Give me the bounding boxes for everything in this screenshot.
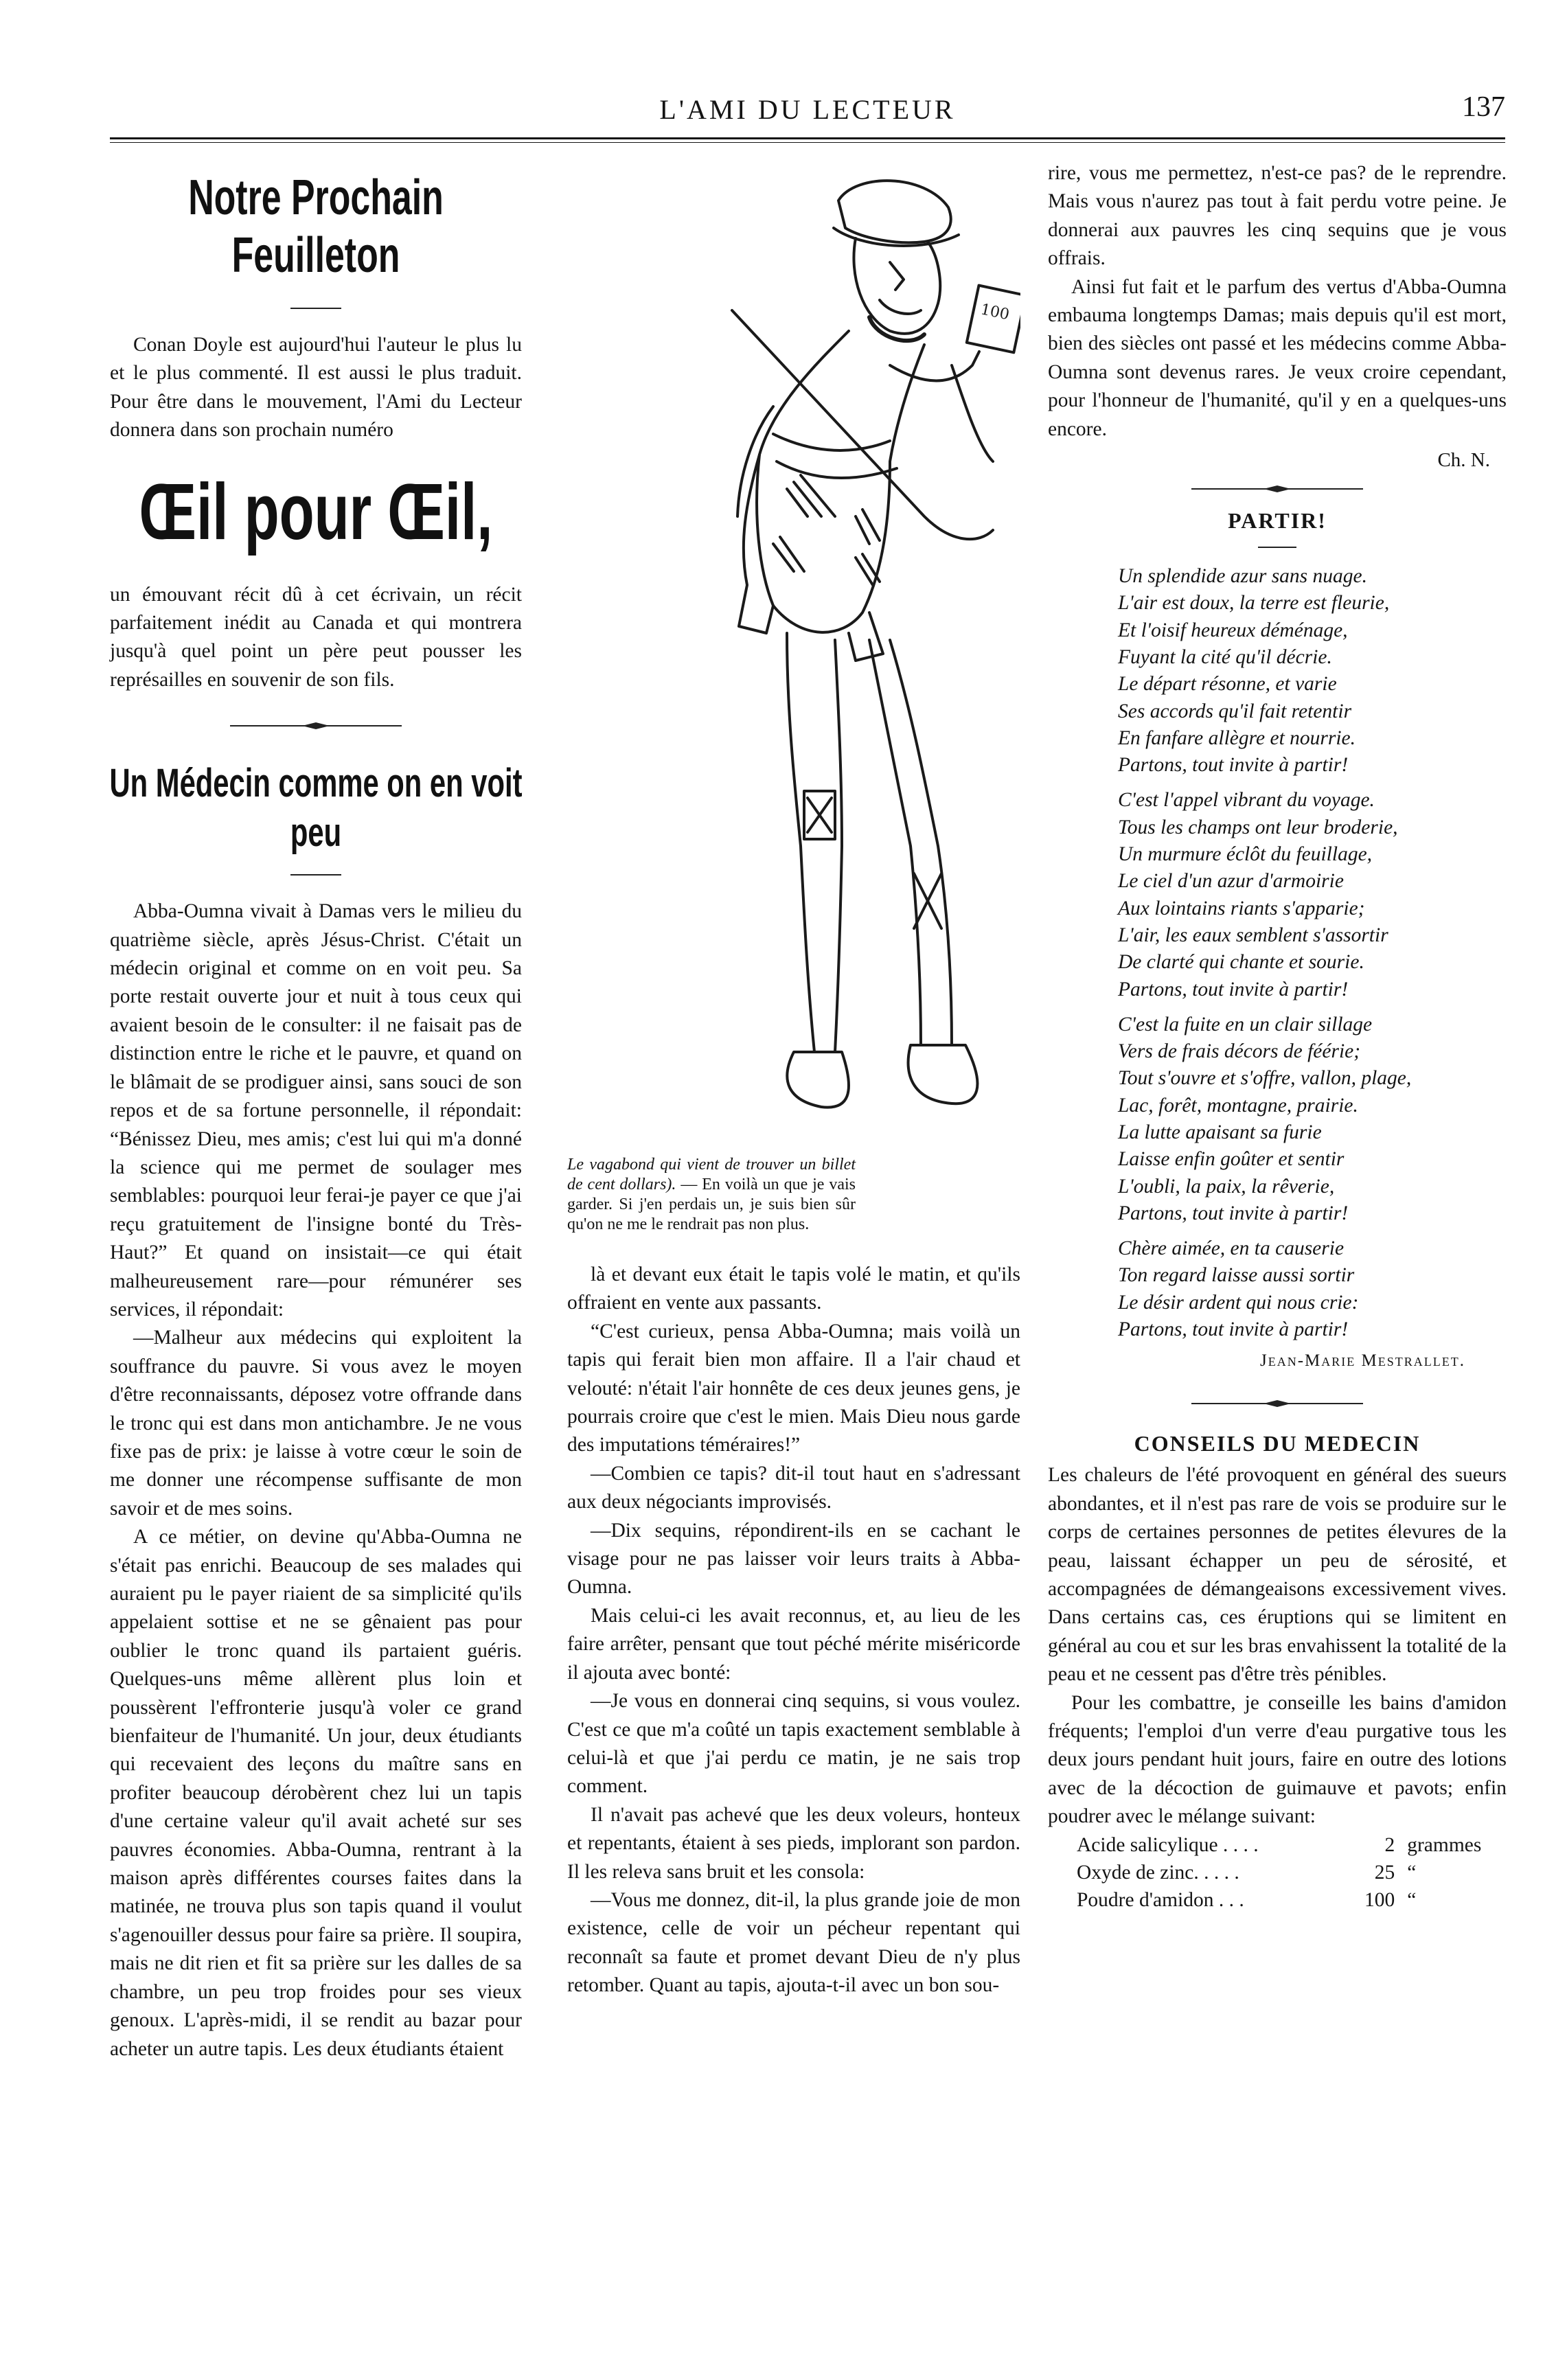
story-paragraph: Il n'avait pas achevé que les deux voleurs, honteux et repentants, étaient à ses pieds, implorant son pardon. Il les releva sans bruit et les consola: bbox=[567, 1803, 1020, 1883]
caption-text: — En voilà un que je vais garder. Si j'en perdais un, je suis bien sûr qu'on ne me le rendrait pas non plus. bbox=[567, 1176, 856, 1233]
ornamental-rule bbox=[230, 720, 402, 731]
poem-line: Le ciel d'un azur d'armoirie bbox=[1118, 870, 1344, 893]
poem-line: Partons, tout invite à partir! bbox=[1118, 978, 1349, 1000]
short-rule bbox=[1258, 547, 1296, 548]
page-number: 137 bbox=[1462, 91, 1505, 123]
svg-text:100: 100 bbox=[979, 301, 1011, 324]
novel-text: un émouvant récit dû à cet écrivain, un récit parfaitement inédit au Canada et qui montrera jusqu'à quel point un père peut pousser les représailles en souvenir de son fils. bbox=[110, 583, 522, 691]
story-paragraph: —Je vous en donnerai cinq sequins, si vous voulez. C'est ce que m'a coûté un tapis exactement semblable à celui-là et que j'ai perdu ce matin, je ne sais trop comment. bbox=[567, 1690, 1020, 1798]
recipe-list bbox=[1077, 1831, 1507, 1914]
story-heading: Un Médecin comme on en voit peu bbox=[109, 761, 523, 856]
poem-line: Aux lointains riants s'apparie; bbox=[1118, 897, 1365, 919]
column-3 bbox=[1048, 159, 1507, 1914]
poem-line: Chère aimée, en ta causerie bbox=[1118, 1237, 1345, 1260]
story-paragraph: —Vous me donnez, dit-il, la plus grande joie de mon existence, celle de voir un pécheur repentant qui reconnaît sa faute et promet devant Dieu de n'y plus retomber. Quant au tapis, ajouta-t-il avec un bon sou- bbox=[567, 1888, 1020, 1997]
story-paragraph: Abba-Oumna vivait à Damas vers le milieu du quatrième siècle, après Jésus-Christ. C'était un médecin original et comme on en voit peu. Sa porte restait ouverte jour et nuit à tous ceux qui avaient besoin de le consulter: il ne faisait pas de distinction entre le riche et le pauvre, et quand on le blâmait de se prodiguer ainsi, sans souci de son repos et de sa fortune personnelle, il répondait: “Bénissez Dieu, mes amis; c'est lui qui m'a donné la science qui me permet de soulager mes semblables: pourquoi leur ferai-je payer ce que j'ai reçu gratuitement de l'insigne bonté du Très-Haut?” Et quand on insistait—ce qui était malheureusement rare—pour rémunérer ses services, il répondait: bbox=[110, 900, 522, 1320]
story-paragraph: —Dix sequins, répondirent-ils en se cachant le visage pour ne pas laisser voir leurs traits à Abba-Oumna. bbox=[567, 1519, 1020, 1599]
poem-line: De clarté qui chante et sourie. bbox=[1118, 951, 1364, 974]
poem-stanza bbox=[1118, 1235, 1507, 1343]
conseils-paragraph: Pour les combattre, je conseille les bains d'amidon fréquents; l'emploi d'un verre d'eau purgative tous les deux jours pendant huit jours, faire en outre des lotions avec de la décoction de guimauve et pavots; enfin poudrer avec le mélange suivant: bbox=[1048, 1691, 1507, 1828]
recipe-quantity: 25 bbox=[1374, 1861, 1395, 1884]
poem-line: Partons, tout invite à partir! bbox=[1118, 1202, 1349, 1224]
poem bbox=[1118, 563, 1507, 1343]
poem-line: Tous les champs ont leur broderie, bbox=[1118, 816, 1398, 838]
poem-line: Partons, tout invite à partir! bbox=[1118, 754, 1349, 777]
short-rule bbox=[290, 308, 341, 309]
story-paragraph: là et devant eux était le tapis volé le matin, et qu'ils offraient en vente aux passants. bbox=[567, 1263, 1020, 1314]
poem-stanza bbox=[1118, 787, 1507, 1003]
recipe-unit: “ bbox=[1407, 1861, 1417, 1884]
poem-stanza bbox=[1118, 563, 1507, 779]
recipe-unit: grammes bbox=[1407, 1833, 1482, 1856]
recipe-ingredient: Acide salicylique . . . . bbox=[1077, 1833, 1259, 1856]
poem-line: Vers de frais décors de féérie; bbox=[1118, 1040, 1361, 1063]
recipe-row bbox=[1077, 1886, 1507, 1914]
poem-line: Le désir ardent qui nous crie: bbox=[1118, 1291, 1359, 1314]
poem-stanza bbox=[1118, 1011, 1507, 1227]
novel-title: Œil pour Œil, bbox=[139, 466, 493, 556]
story-paragraph: —Combien ce tapis? dit-il tout haut en s'adressant aux deux négociants improvisés. bbox=[567, 1462, 1020, 1513]
running-head bbox=[110, 88, 1505, 126]
recipe-row bbox=[1077, 1859, 1507, 1886]
poem-title: PARTIR! bbox=[1228, 508, 1327, 534]
vagabond-illustration-icon bbox=[567, 159, 1020, 1155]
poem-line: Ses accords qu'il fait retentir bbox=[1118, 700, 1352, 722]
poem-line: Et l'oisif heureux déménage, bbox=[1118, 619, 1348, 641]
poem-line: Laisse enfin goûter et sentir bbox=[1118, 1148, 1345, 1171]
poem-author: Jean-Marie Mestrallet. bbox=[1260, 1351, 1465, 1371]
recipe-row bbox=[1077, 1831, 1507, 1859]
poem-line: Partons, tout invite à partir! bbox=[1118, 1318, 1349, 1341]
poem-line: L'air, les eaux semblent s'assortir bbox=[1118, 924, 1388, 946]
header-rule bbox=[110, 137, 1505, 143]
column-2 bbox=[567, 159, 1020, 2000]
story-paragraph: “C'est curieux, pensa Abba-Oumna; mais voilà un tapis qui ferait bien mon affaire. Il a l'air chaud et velouté: n'était l'air honnête de ces deux jeunes gens, je pourrais croire que c'est le mien. Mais Dieu nous garde des imputations téméraires!” bbox=[567, 1320, 1020, 1456]
poem-line: Tout s'ouvre et s'offre, vallon, plage, bbox=[1118, 1067, 1412, 1090]
caption-italic: Le vagabond qui vient de trouver un billet de cent dollars). bbox=[567, 1156, 856, 1193]
running-title: L'AMI DU LECTEUR bbox=[659, 94, 956, 125]
illustration-caption bbox=[567, 1155, 856, 1235]
conseils-paragraph: Les chaleurs de l'été provoquent en général des sueurs abondantes, et il n'est pas rare de vois se produire sur le corps de certaines personnes de petites élevures de la peau, laissant échapper un peu de sérosité, et accompagnées de démangeaisons excessivement vives. Dans certains cas, ces éruptions qui se limitent en général au cou et sur les bras envahissent la totalité de la peau et ne cessent pas d'être très pénibles. bbox=[1048, 1464, 1507, 1686]
vagabond-drawing bbox=[567, 159, 1020, 1155]
poem-line: Un murmure éclôt du feuillage, bbox=[1118, 843, 1373, 866]
recipe-quantity: 2 bbox=[1384, 1833, 1395, 1856]
poem-line: L'air est doux, la terre est fleurie, bbox=[1118, 592, 1390, 615]
poem-line: Lac, forêt, montagne, prairie. bbox=[1118, 1094, 1358, 1117]
story-paragraph: —Malheur aux médecins qui exploitent la souffrance du pauvre. Si vous avez le moyen d'être reconnaissants, déposez votre offrande dans le tronc qui est dans mon antichambre. Je ne vous fixe pas de prix: je laisse à votre cœur le soin de me donner une récompense suffisante de mon savoir et de mes soins. bbox=[110, 1327, 522, 1520]
poem-line: C'est la fuite en un clair sillage bbox=[1118, 1013, 1373, 1035]
column-1 bbox=[110, 159, 522, 2063]
ornamental-rule bbox=[1191, 483, 1363, 494]
poem-line: La lutte apaisant sa furie bbox=[1118, 1121, 1322, 1143]
recipe-quantity: 100 bbox=[1364, 1888, 1395, 1911]
recipe-unit: “ bbox=[1407, 1888, 1417, 1911]
poem-line: C'est l'appel vibrant du voyage. bbox=[1118, 789, 1375, 812]
story-paragraph: Ainsi fut fait et le parfum des vertus d'Abba-Oumna embauma longtemps Damas; mais depuis qu'il est mort, bien des siècles ont passé et les médecins comme Abba-Oumna sont devenus rares. Je veux croire cependant, pour l'honneur de l'humanité, qu'il y en a quelques-uns encore. bbox=[1048, 275, 1507, 440]
ornamental-rule bbox=[1191, 1398, 1363, 1409]
story-paragraph: rire, vous me permettez, n'est-ce pas? de le reprendre. Mais vous n'aurez pas tout à fait perdu votre peine. Je donnerai aux pauvres les cinq sequins que je vous offrais. bbox=[1048, 162, 1507, 270]
conseils-title: CONSEILS DU MEDECIN bbox=[1134, 1431, 1421, 1456]
poem-line: Un splendide azur sans nuage. bbox=[1118, 565, 1368, 588]
story-signature: Ch. N. bbox=[1437, 449, 1490, 472]
poem-line: L'oubli, la paix, la rêverie, bbox=[1118, 1175, 1335, 1198]
feuilleton-text: Conan Doyle est aujourd'hui l'auteur le plus lu et le plus commenté. Il est aussi le plus traduit. Pour être dans le mouvement, l'Ami du Lecteur donnera dans son prochain numéro bbox=[110, 334, 522, 442]
poem-line: En fanfare allègre et nourrie. bbox=[1118, 726, 1356, 749]
poem-line: Ton regard laisse aussi sortir bbox=[1118, 1264, 1355, 1287]
short-rule bbox=[290, 874, 341, 876]
recipe-ingredient: Poudre d'amidon . . . bbox=[1077, 1888, 1244, 1911]
feuilleton-heading: Notre Prochain Feuilleton bbox=[188, 170, 444, 283]
poem-line: Le départ résonne, et varie bbox=[1118, 673, 1337, 696]
recipe-ingredient: Oxyde de zinc. . . . . bbox=[1077, 1861, 1239, 1884]
poem-line: Fuyant la cité qu'il décrie. bbox=[1118, 645, 1332, 668]
story-paragraph: A ce métier, on devine qu'Abba-Oumna ne s'était pas enrichi. Beaucoup de ses malades qui auraient pu le payer riaient de sa simplicité qu'ils appelaient sottise et ne se gênaient pas pour oublier le tronc quand ils partaient guéris. Quelques-uns même allèrent plus loin et poussèrent l'effronterie jusqu'à voler ce grand bienfaiteur de l'humanité. Un jour, deux étudiants qui recevaient des leçons du maître sans en profiter beaucoup dérobèrent chez lui un tapis d'une certaine valeur qu'il avait acheté sur ses pauvres économies. Abba-Oumna, rentrant à la maison après différentes courses faites dans la matinée, ne trouva plus son tapis quand il voulut s'agenouiller dessus pour faire sa prière. Il soupira, mais ne dit rien et fit sa prière sur les dalles de sa chambre, un peu trop froides pour ses vieux genoux. L'après-midi, il se rendit au bazar pour acheter un autre tapis. Les deux étudiants étaient bbox=[110, 1526, 522, 2060]
story-paragraph: Mais celui-ci les avait reconnus, et, au lieu de les faire arrêter, pensant que tout péché mérite miséricorde il ajouta avec bonté: bbox=[567, 1604, 1020, 1684]
